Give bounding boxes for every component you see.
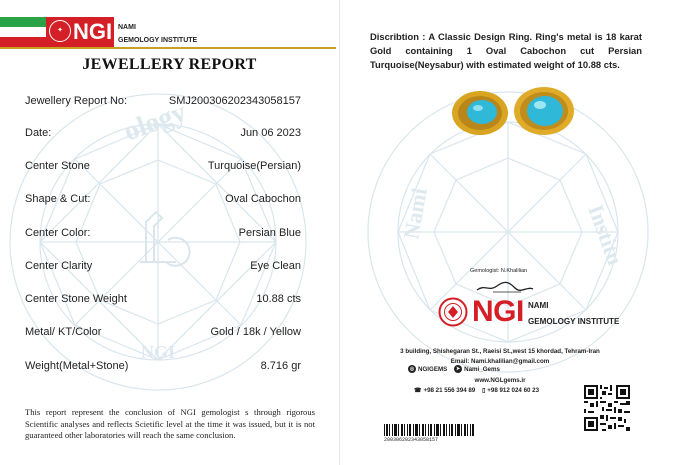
contact-logo-text: NGI	[472, 295, 524, 328]
field-value: SMJ200306202343058157	[168, 95, 301, 107]
svg-text:ology: ology	[119, 96, 191, 148]
email-block	[360, 357, 640, 367]
field-value: Persian Blue	[238, 227, 301, 239]
disclaimer-text: This report represent the conclusion of NGI gemologist s through rigorous Scientific analyses and reflects Scietific level at the time it was issued, but it is not guaranteed other laboratories will reach the same conclusion.	[25, 407, 315, 440]
field-label: Weight(Metal+Stone)	[25, 360, 129, 372]
field-label: Date:	[25, 127, 52, 139]
field-label: Metal/ KT/Color	[25, 326, 102, 338]
header-divider	[0, 47, 336, 49]
field-value: 10.88 cts	[256, 293, 301, 305]
svg-text:Nami: Nami	[398, 185, 432, 241]
report-back-panel	[340, 0, 678, 465]
qr-code	[584, 385, 630, 431]
field-value: Turquoise(Persian)	[207, 160, 301, 172]
org-name-line2: GEMOLOGY INSTITUTE	[118, 37, 198, 44]
instagram-icon: ◎	[409, 366, 415, 373]
gemologist-label: Gemologist: N.Khalilian	[470, 268, 528, 274]
mobile-icon: ▯	[482, 387, 486, 394]
phone-number: +98 21 556 394 89	[423, 387, 476, 394]
social-links	[408, 365, 500, 374]
instagram-handle: NGIGEMS	[418, 366, 448, 373]
field-value: Oval Cabochon	[225, 193, 301, 205]
field-label: Center Stone	[25, 160, 90, 172]
iran-flag	[0, 17, 46, 47]
svg-text:NGI: NGI	[140, 342, 176, 362]
seal-icon: ✦	[49, 20, 71, 42]
field-label: Shape & Cut:	[25, 193, 91, 205]
gemologist-signature	[475, 280, 535, 294]
field-label: Center Stone Weight	[25, 293, 127, 305]
website-text: www.NGLgems.ir	[474, 377, 526, 384]
barcode-number: 200306202343058157	[384, 437, 439, 443]
field-value: Jun 06 2023	[240, 127, 301, 139]
barcode	[384, 424, 474, 436]
ngi-logo	[46, 17, 114, 47]
org-name-line1: NAMI	[118, 24, 136, 31]
ring-description: Discribtion : A Classic Design Ring. Ring's metal is 18 karat Gold containing 1 Oval Cabochon cut Persian Turquoise(Neysabur) with estimated weight of 10.88 cts.	[370, 31, 642, 70]
address-text: 3 building, Shishegaran St., Raeisi St.,west 15 khordad, Tehram-Iran	[400, 348, 600, 355]
field-label: Jewellery Report No:	[25, 95, 128, 107]
email-text: Email: Nami.khalilian@gmail.com	[450, 358, 550, 365]
field-value: Gold / 18k / Yellow	[210, 326, 301, 338]
phone-numbers	[414, 387, 539, 394]
report-title: JEWELLERY REPORT	[82, 56, 257, 73]
phone-icon: ☎	[414, 387, 422, 394]
field-value: 8.716 gr	[260, 360, 301, 372]
contact-org-line2: GEMOLOGY INSTITUTE	[528, 316, 620, 326]
field-label: Center Color:	[25, 227, 91, 239]
telegram-handle: Nami_Gems	[464, 366, 500, 373]
telegram-icon: ➤	[456, 366, 461, 373]
ring-photo	[450, 80, 580, 140]
field-value: Eye Clean	[250, 260, 301, 272]
logo-text: NGI	[73, 19, 113, 44]
svg-text:Institu: Institu	[583, 201, 629, 269]
mobile-number: +98 912 024 60 23	[487, 387, 540, 394]
ngi-seal-icon	[438, 297, 468, 327]
address-block	[360, 347, 640, 357]
field-label: Center Clarity	[25, 260, 93, 272]
contact-org-line1: NAMI	[528, 301, 549, 310]
